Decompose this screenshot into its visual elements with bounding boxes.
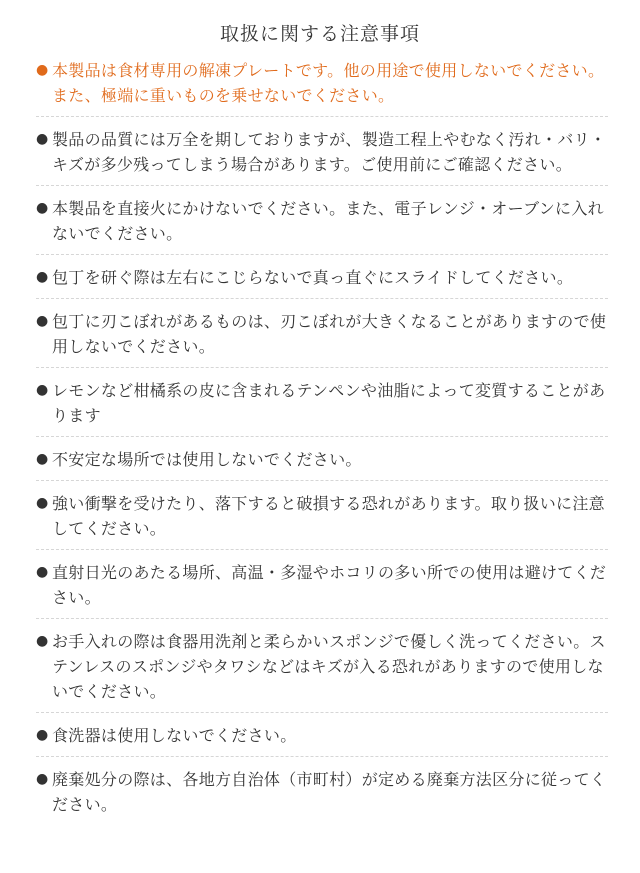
caution-text: レモンなど柑橘系の皮に含まれるテンペンや油脂によって変質することがあります [52, 381, 606, 425]
caution-text: 製品の品質には万全を期しておりますが、製造工程上やむなく汚れ・バリ・キズが多少残ってしまう場合があります。ご使用前にご確認ください。 [52, 130, 607, 174]
caution-text: 本製品は食材専用の解凍プレートです。他の用途で使用しないでください。また、極端に重いものを乗せないでください。 [52, 61, 605, 105]
caution-text: 包丁を研ぐ際は左右にこじらないで真っ直ぐにスライドしてください。 [52, 268, 574, 287]
bullet-icon: ● [36, 451, 49, 467]
bullet-icon: ● [36, 62, 49, 78]
caution-item-9 [36, 550, 608, 619]
caution-text: 直射日光のあたる場所、高温・多湿やホコリの多い所での使用は避けてください。 [52, 563, 607, 607]
bullet-icon: ● [36, 382, 49, 398]
caution-text: 包丁に刃こぼれがあるものは、刃こぼれが大きくなることがありますので使用しないでください。 [52, 312, 607, 356]
caution-item-2 [36, 117, 608, 186]
bullet-icon: ● [36, 313, 49, 329]
page-title: 取扱に関する注意事項 [219, 23, 420, 45]
caution-item-4 [36, 255, 608, 299]
bullet-icon: ● [36, 564, 49, 580]
caution-item-3 [36, 186, 608, 255]
caution-item-5 [36, 299, 608, 368]
bullet-icon: ● [36, 269, 49, 285]
caution-text: 廃棄処分の際は、各地方自治体（市町村）が定める廃棄方法区分に従ってください。 [52, 770, 607, 814]
caution-text: 強い衝撃を受けたり、落下すると破損する恐れがあります。取り扱いに注意してください。 [52, 494, 605, 538]
caution-text: 食洗器は使用しないでください。 [52, 726, 297, 745]
caution-text: 本製品を直接火にかけないでください。また、電子レンジ・オーブンに入れないでください。 [52, 199, 604, 243]
caution-item-10 [36, 619, 608, 713]
bullet-icon: ● [36, 131, 49, 147]
caution-item-8 [36, 481, 608, 550]
caution-item-7 [36, 437, 608, 481]
bullet-icon: ● [36, 727, 49, 743]
caution-item-12 [36, 757, 608, 825]
bullet-icon: ● [36, 633, 49, 649]
caution-item-1 [36, 58, 608, 117]
caution-text: お手入れの際は食器用洗剤と柔らかいスポンジで優しく洗ってください。ステンレスのスポンジやタワシなどはキズが入る恐れがありますので使用しないでください。 [52, 632, 606, 701]
caution-item-6 [36, 368, 608, 437]
caution-list [0, 58, 640, 825]
caution-item-11 [36, 713, 608, 757]
bullet-icon: ● [36, 771, 49, 787]
bullet-icon: ● [36, 495, 49, 511]
caution-text: 不安定な場所では使用しないでください。 [52, 450, 362, 469]
bullet-icon: ● [36, 200, 49, 216]
